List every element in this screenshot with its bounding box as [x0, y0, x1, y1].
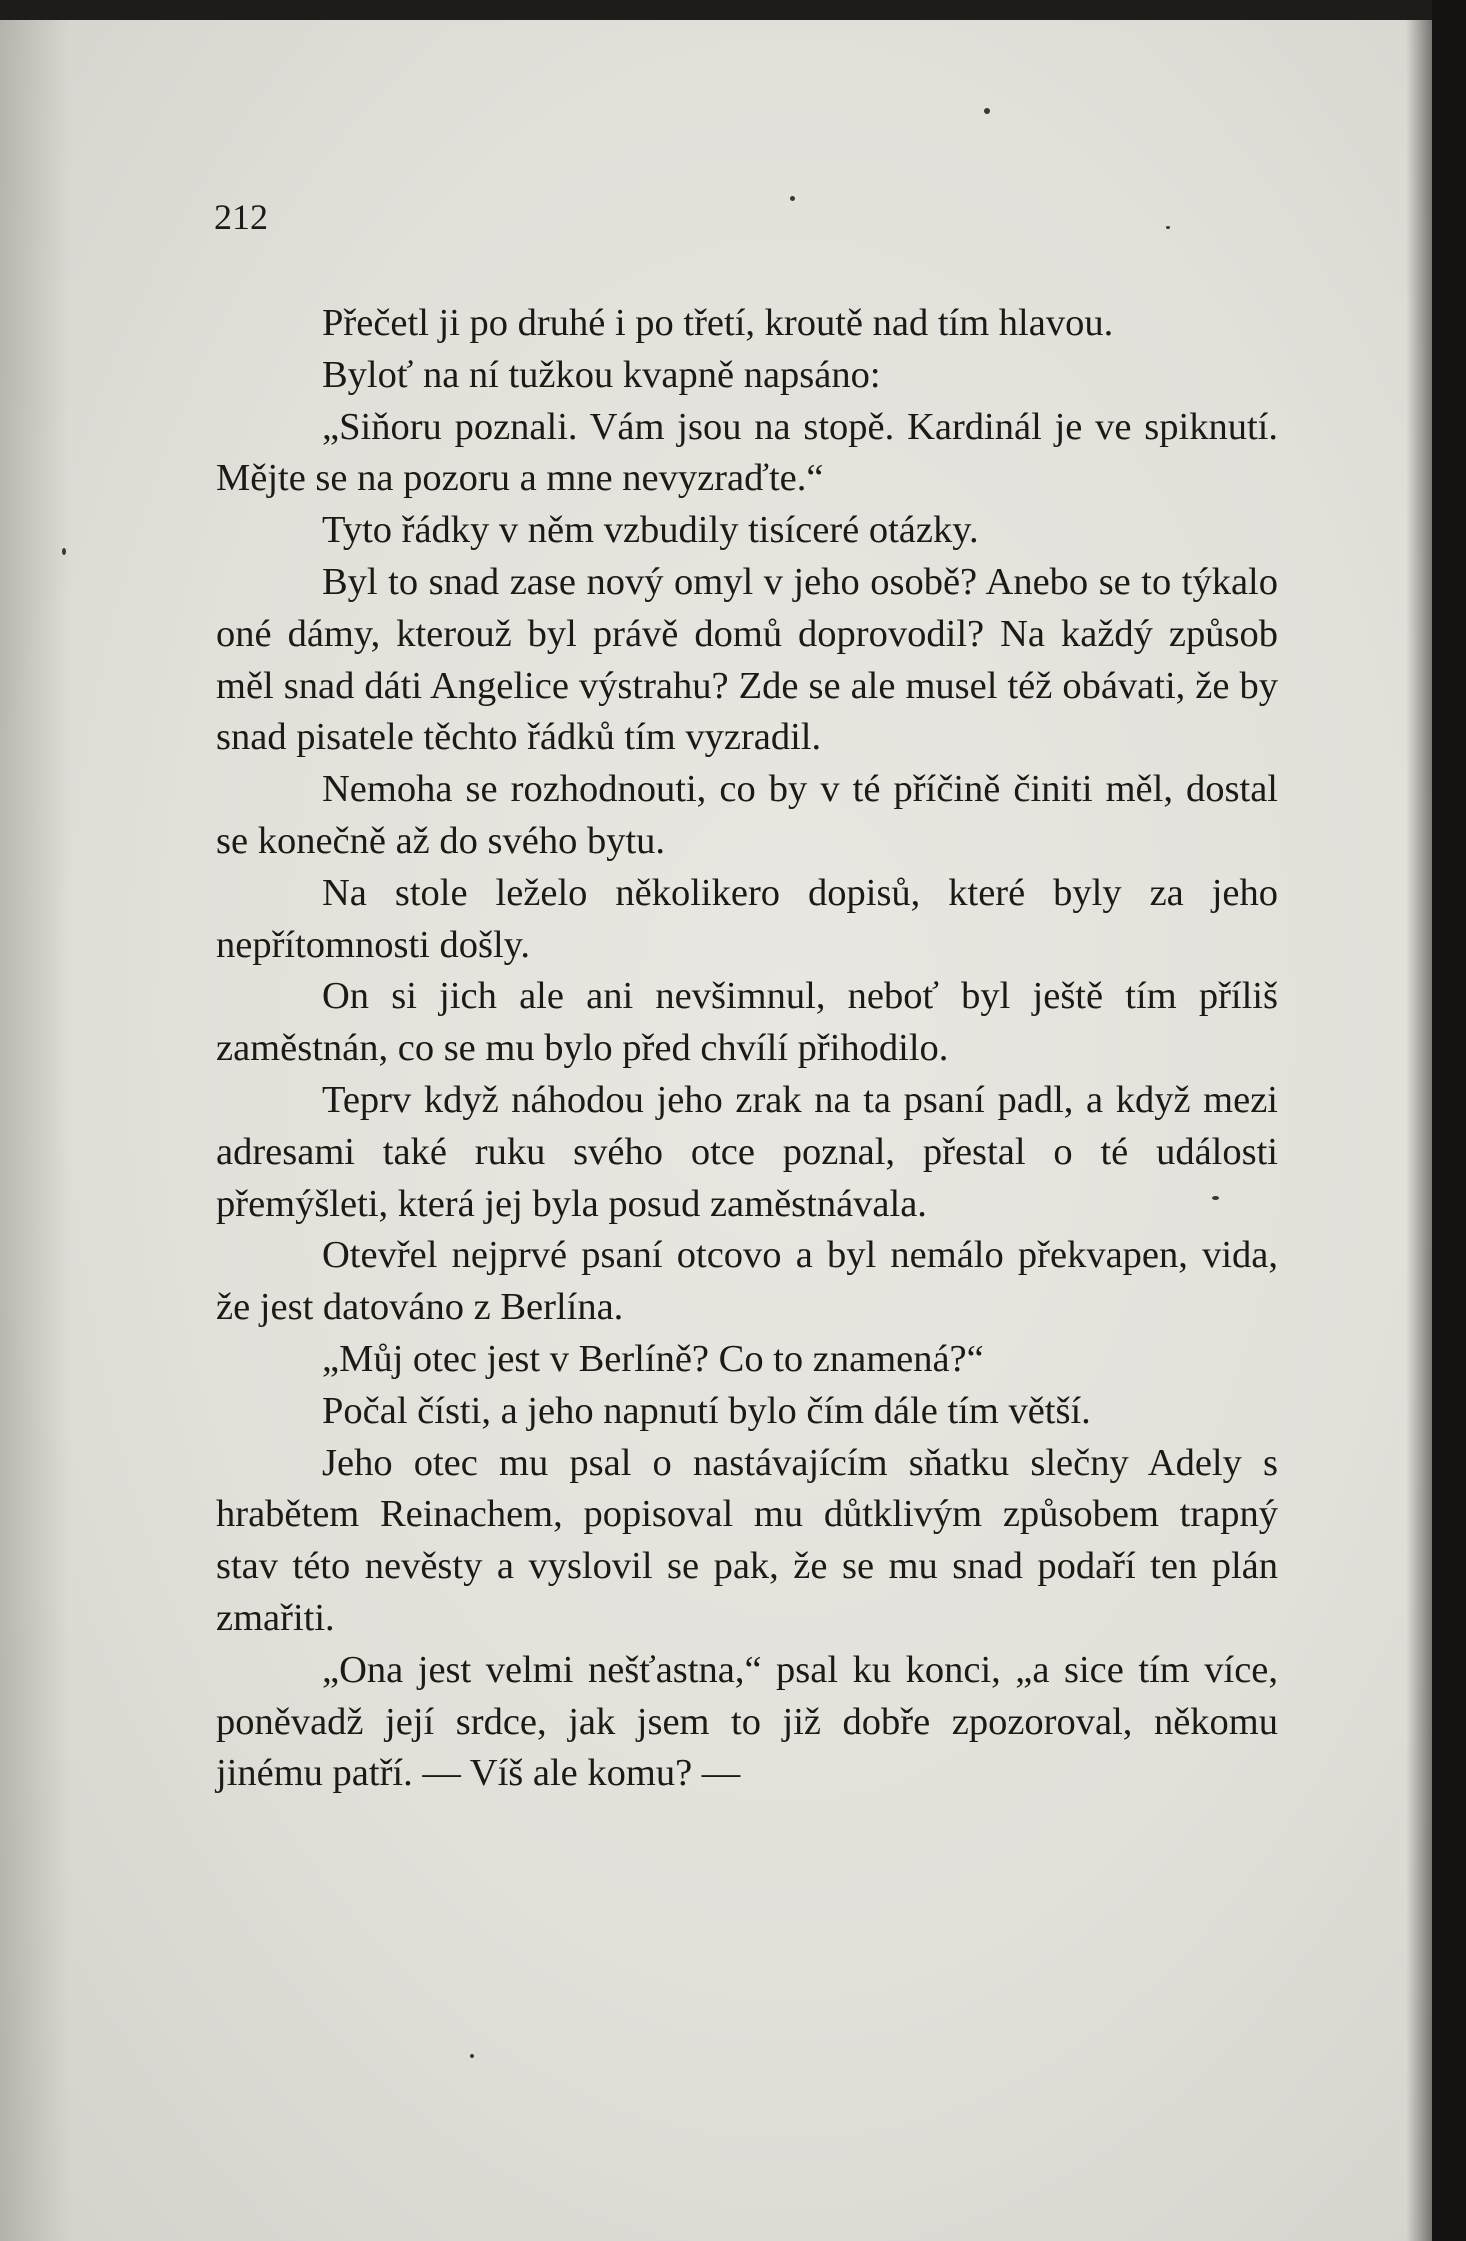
paragraph: On si jich ale ani nevšimnul, neboť byl ještě tím příliš zaměstnán, co se mu bylo před chvílí přihodilo.	[216, 975, 1278, 1070]
book-binding-edge	[1432, 0, 1466, 2241]
page-number: 212	[214, 197, 268, 237]
paragraph: „Ona jest velmi nešťastna,“ psal ku konci, „a sice tím více, poněvadž její srdce, jak jsem to již dobře zpozoroval, někomu jinému patří. — Víš ale komu? —	[216, 1648, 1278, 1795]
paper-speck	[62, 548, 66, 555]
paper-speck	[1166, 226, 1170, 229]
page-shadow-right	[1406, 20, 1432, 2241]
paper-speck	[790, 196, 795, 201]
page-shadow-left	[0, 20, 70, 2241]
paragraph: Otevřel nejprvé psaní otcovo a byl nemálo překvapen, vida, že jest datováno z Berlína.	[216, 1234, 1278, 1329]
paragraph: „Můj otec jest v Berlíně? Co to znamená?“	[322, 1337, 984, 1380]
paper-speck	[470, 2054, 474, 2058]
paragraph: Nemoha se rozhodnouti, co by v té příčině činiti měl, dostal se konečně až do svého bytu.	[216, 768, 1278, 862]
paragraph: Přečetl ji po druhé i po třetí, kroutě nad tím hlavou.	[322, 302, 1114, 344]
paragraph: „Siňoru poznali. Vám jsou na stopě. Kardinál je ve spiknutí. Mějte se na pozoru a mne nevyzraďte.“	[216, 405, 1278, 500]
paragraph: Tyto řádky v něm vzbudily tisíceré otázky.	[322, 509, 979, 552]
paragraph: Počal čísti, a jeho napnutí bylo čím dále tím větší.	[322, 1389, 1091, 1432]
paragraph: Jeho otec mu psal o nastávajícím sňatku slečny Adely s hrabětem Reinachem, popisoval mu důtklivým způsobem trapný stav této nevěsty a vyslovil se pak, že se mu snad podaří ten plán zmařiti.	[216, 1441, 1278, 1639]
paragraph: Byloť na ní tužkou kvapně napsáno:	[322, 353, 881, 396]
body-text	[216, 298, 1278, 1800]
paper-sheet	[0, 20, 1432, 2241]
paragraph: Teprv když náhodou jeho zrak na ta psaní padl, a když mezi adresami také ruku svého otce poznal, přestal o té události přemýšleti, která jej byla posud zaměstnávala.	[216, 1078, 1278, 1225]
paragraph: Na stole leželo několikero dopisů, které byly za jeho nepřítomnosti došly.	[216, 871, 1278, 966]
paragraph: Byl to snad zase nový omyl v jeho osobě? Anebo se to týkalo oné dámy, kterouž byl právě domů doprovodil? Na každý způsob měl snad dáti Angelice výstrahu? Zde se ale musel též obávati, že by snad pisatele těchto řádků tím vyzradil.	[216, 560, 1278, 759]
paper-speck	[984, 108, 990, 114]
